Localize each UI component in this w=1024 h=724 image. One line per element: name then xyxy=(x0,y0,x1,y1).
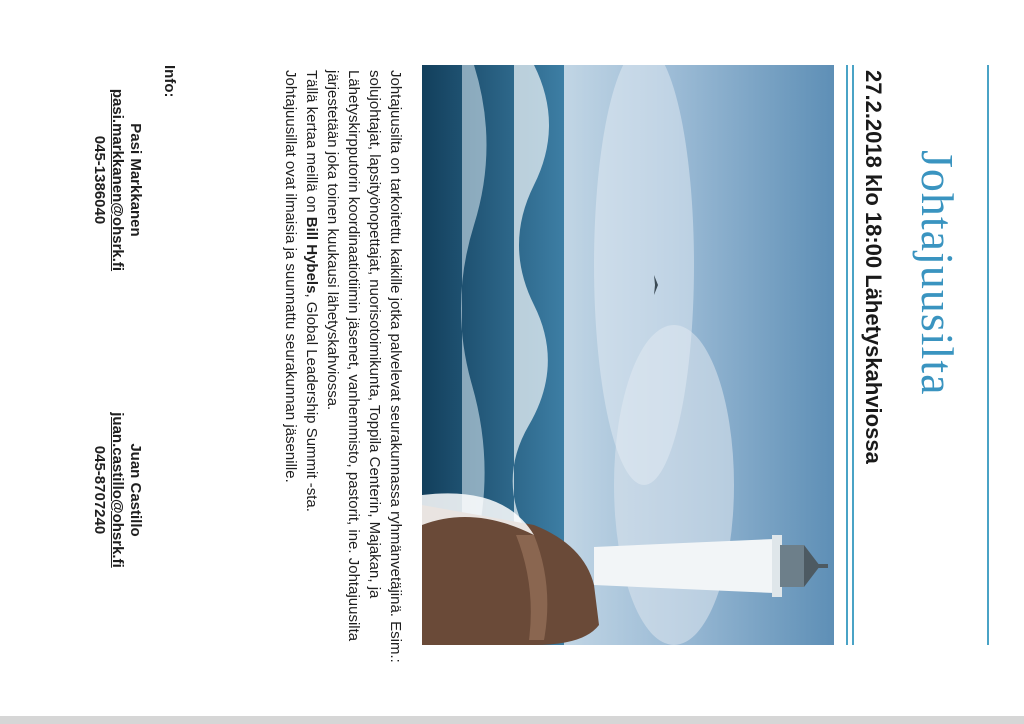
rule-double-a xyxy=(852,65,854,645)
contact-email-link[interactable]: pasi.markkanen@ohsrk.fi xyxy=(109,88,126,272)
event-date-line: 27.2.2018 klo 18:00 Lähetyskahviossa xyxy=(861,70,886,464)
contact-juan xyxy=(90,370,144,610)
poster-body xyxy=(280,70,406,670)
free-paragraph: Johtajuusillat ovat ilmaisia ja suunnattu seurakunnan jäsenille. xyxy=(282,70,299,483)
poster-title: Johtajuusilta xyxy=(912,150,963,396)
lighthouse-image xyxy=(422,65,834,645)
contact-pasi xyxy=(90,60,144,300)
speaker-after: , Global Leadership Summit -sta. xyxy=(303,293,320,512)
contact-name: Pasi Markkanen xyxy=(127,123,144,237)
intro-paragraph: Johtajuusilta on tarkoitettu kaikille jotka palvelevat seurakunnassa ryhmänvetäjinä. Esim.: solujohtajat, lapsityönopettajat, nuorisotoimikunta, Toppila Centerin, Majakan, ja Lähetyskirpputorin koordinaatiotiimin jäsenet, vanhemmisto, pastorit, ine. Johtajuusilta järjestetään joka toinen kuukausi lähetyskahviossa. xyxy=(324,70,404,663)
scan-bottom-edge xyxy=(0,716,1024,724)
contact-phone: 045-8707240 xyxy=(91,445,108,535)
speaker-paragraph xyxy=(301,70,322,670)
speaker-before: Tällä kertaa meillä on xyxy=(303,70,320,217)
rule-double-b xyxy=(846,65,848,645)
speaker-name: Bill Hybels xyxy=(303,216,320,294)
contact-phone: 045-1386040 xyxy=(91,135,108,225)
contact-email-link[interactable]: juan.castillo@ohsrk.fi xyxy=(109,412,126,568)
top-rule xyxy=(987,65,989,645)
lighthouse-photo xyxy=(422,65,834,645)
contact-name: Juan Castillo xyxy=(127,443,144,537)
info-label: Info: xyxy=(161,65,178,98)
